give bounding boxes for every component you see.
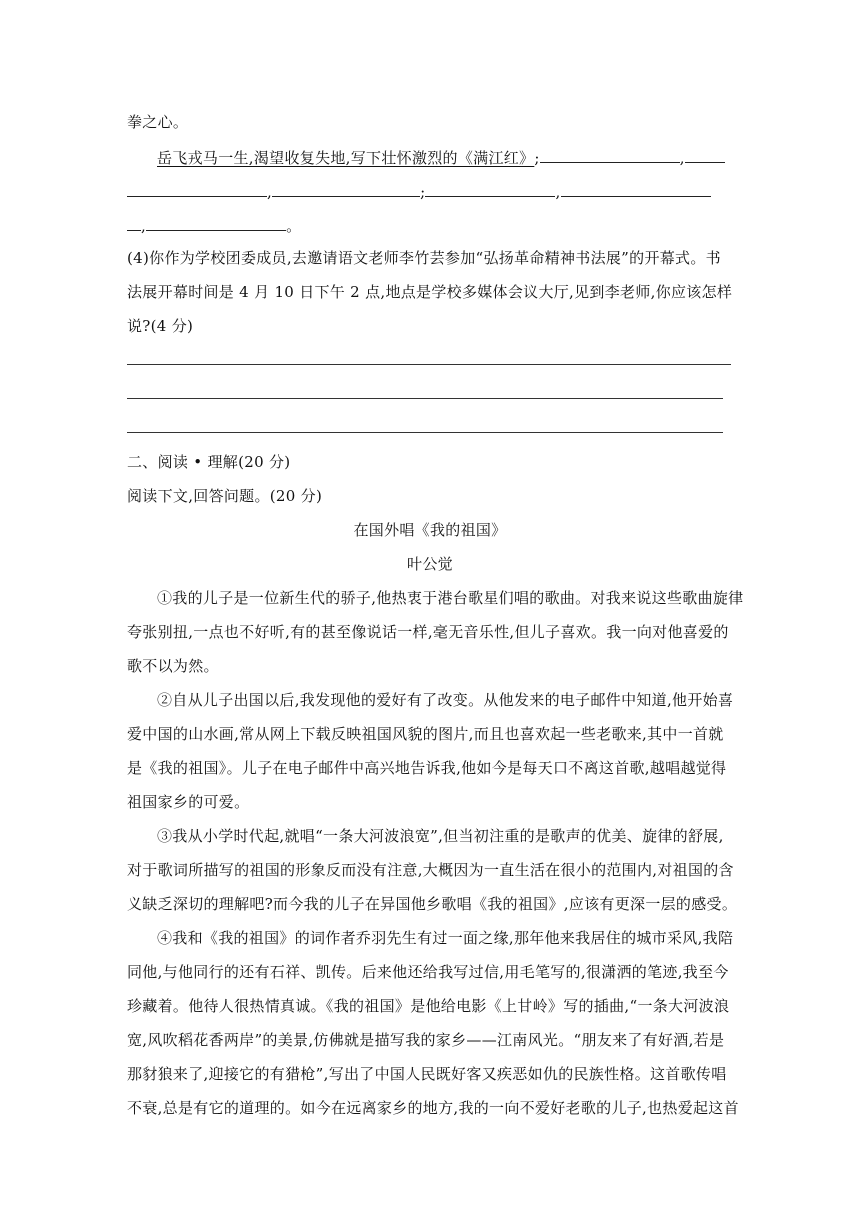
paragraph-line: ②自从儿子出国以后,我发现他的爱好有了改变。从他发来的电子邮件中知道,他开始喜 bbox=[157, 691, 734, 709]
poem-fill-line-2: , ; , bbox=[127, 180, 737, 202]
question-4-line-1: (4)你作为学校团委成员,去邀请语文老师李竹芸参加“弘扬革命精神书法展”的开幕式。书 bbox=[127, 249, 721, 267]
article-title: 在国外唱《我的祖国》 bbox=[353, 521, 507, 539]
question-4-line-3: 说?(4 分) bbox=[127, 317, 194, 335]
poem-fill-line-1: 岳飞戎马一生,渴望收复失地,写下壮怀激烈的《满江红》; , bbox=[157, 146, 737, 168]
paragraph-line: 是《我的祖国》。儿子在电子邮件中高兴地告诉我,他如今是每天口不离这首歌,越唱越觉得 bbox=[127, 759, 727, 777]
answer-line-1[interactable] bbox=[127, 364, 731, 365]
paragraph-line: 祖国家乡的可爱。 bbox=[127, 793, 250, 811]
paragraph-line: 义缺乏深切的理解吧?而今我的儿子在异国他乡歌唱《我的祖国》,应该有更深一层的感受。 bbox=[127, 895, 738, 913]
paragraph-line: 爱中国的山水画,常从网上下载反映祖国风貌的图片,而且也喜欢起一些老歌来,其中一首就 bbox=[127, 725, 724, 743]
answer-blank-3[interactable] bbox=[272, 180, 420, 197]
answer-blank-2a[interactable] bbox=[685, 146, 725, 163]
answer-line-3[interactable] bbox=[127, 432, 723, 433]
answer-blank-5b[interactable] bbox=[127, 214, 141, 231]
answer-blank-1[interactable] bbox=[540, 146, 680, 163]
answer-blank-4[interactable] bbox=[425, 180, 555, 197]
paragraph-line: 同他,与他同行的还有石祥、凯传。后来他还给我写过信,用毛笔写的,很潇洒的笔迹,我至今 bbox=[127, 963, 729, 981]
poem-prompt-underlined: 岳飞戎马一生,渴望收复失地,写下壮怀激烈的《满江红》 bbox=[157, 149, 535, 167]
section-heading: 二、阅读 • 理解(20 分) bbox=[127, 453, 291, 471]
paragraph-line: 歌不以为然。 bbox=[127, 657, 219, 675]
paragraph-line: ①我的儿子是一位新生代的骄子,他热衷于港台歌星们唱的歌曲。对我来说这些歌曲旋律 bbox=[157, 589, 744, 607]
paragraph-line: 那豺狼来了,迎接它的有猎枪”,写出了中国人民既好客又疾恶如仇的民族性格。这首歌传唱 bbox=[127, 1065, 727, 1083]
paragraph-line: 对于歌词所描写的祖国的形象反而没有注意,大概因为一直生活在很小的范围内,对祖国的含 bbox=[127, 861, 734, 879]
paragraph-line: 不衰,总是有它的道理的。如今在远离家乡的地方,我的一向不爱好老歌的儿子,也热爱起这首 bbox=[127, 1099, 739, 1117]
paragraph-line: 夸张别扭,一点也不好听,有的甚至像说话一样,毫无音乐性,但儿子喜欢。我一向对他喜爱的 bbox=[127, 623, 729, 641]
paragraph-line: ③我从小学时代起,就唱“一条大河波浪宽”,但当初注重的是歌声的优美、旋律的舒展, bbox=[157, 827, 724, 845]
answer-blank-6[interactable] bbox=[146, 214, 286, 231]
answer-blank-5a[interactable] bbox=[561, 180, 711, 197]
question-4-line-2: 法展开幕时间是 4 月 10 日下午 2 点,地点是学校多媒体会议大厅,见到李老师,你应该怎样 bbox=[127, 283, 733, 301]
answer-line-2[interactable] bbox=[127, 398, 723, 399]
poem-prompt-tail: 拳之心。 bbox=[127, 113, 189, 131]
poem-fill-line-3: , 。 bbox=[127, 214, 737, 236]
paragraph-line: 珍藏着。他待人很热情真诚。《我的祖国》是他给电影《上甘岭》写的插曲,“一条大河波浪 bbox=[127, 997, 730, 1015]
article-author: 叶公觉 bbox=[407, 555, 453, 573]
section-instruction: 阅读下文,回答问题。(20 分) bbox=[127, 487, 323, 505]
paragraph-line: 宽,风吹稻花香两岸”的美景,仿佛就是描写我的家乡——江南风光。“朋友来了有好酒,若是 bbox=[127, 1031, 725, 1049]
answer-blank-2b[interactable] bbox=[127, 180, 267, 197]
paragraph-line: ④我和《我的祖国》的词作者乔羽先生有过一面之缘,那年他来我居住的城市采风,我陪 bbox=[157, 929, 734, 947]
